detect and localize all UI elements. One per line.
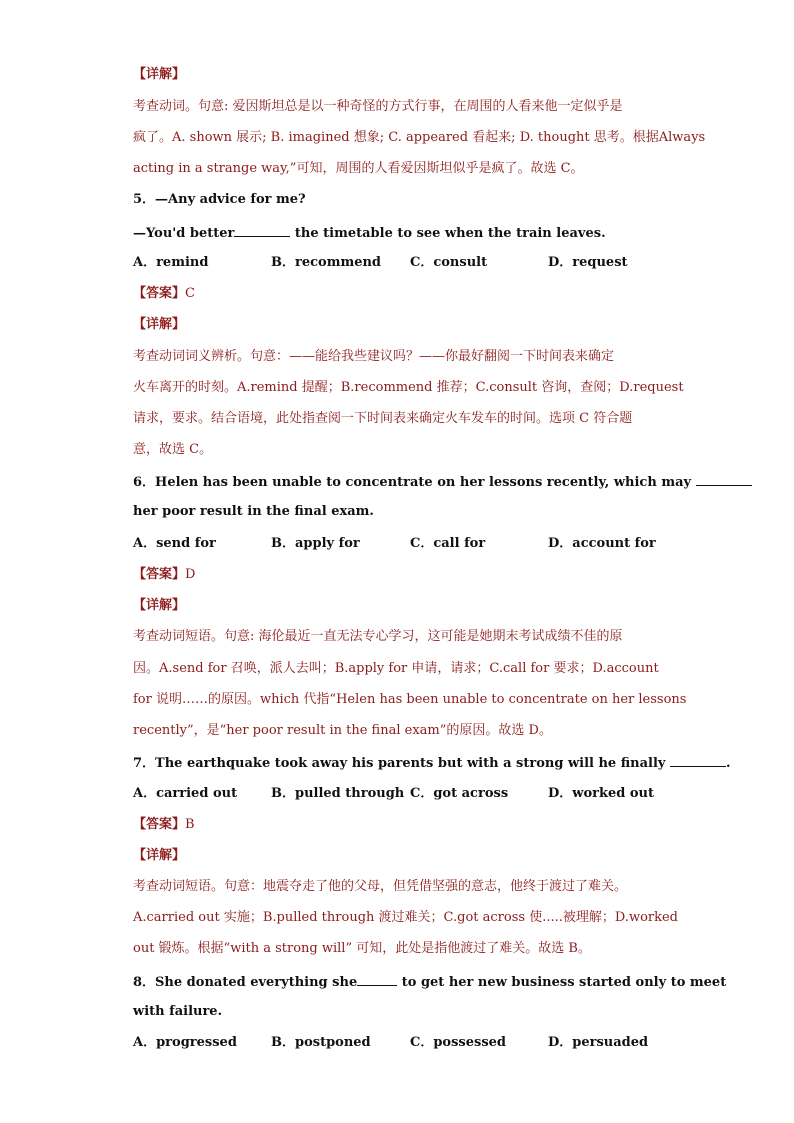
explanation-line: for 说明……的原因。which 代指“Helen has been unable to concentrate on her lessons	[133, 692, 687, 707]
option-c: C．possessed	[410, 1035, 507, 1050]
xiangjie-heading: 【详解】	[133, 317, 186, 332]
question-stem	[133, 472, 752, 492]
answer-label: 【答案】	[133, 567, 186, 582]
explanation-line: out 锻炼。根据“with a strong will” 可知，此处是指他渡过了难关。故选 B。	[133, 941, 591, 956]
question-stem: 5．—Any advice for me?	[133, 192, 306, 207]
question-stem	[133, 972, 726, 992]
explanation-line: 火车离开的时刻。A.remind 提醒；B.recommend 推荐；C.consult 咨询，查阅；D.request	[133, 380, 684, 395]
stem-text: the timetable to see when the train leaves.	[290, 226, 606, 241]
option-b: B．postponed	[271, 1035, 371, 1050]
explanation-line: A.carried out 实施；B.pulled through 渡过难关；C.got across 使.....被理解；D.worked	[133, 910, 679, 925]
question-stem: with failure.	[133, 1004, 223, 1019]
option-b: B．recommend	[271, 255, 382, 270]
answer-value: C	[185, 286, 195, 301]
explanation-line: 考查动词。句意: 爱因斯坦总是以一种奇怪的方式行事，在周围的人看来他一定似乎是	[133, 99, 623, 114]
answer-blank	[670, 753, 726, 767]
option-c: C．call for	[410, 536, 486, 551]
answer-line	[133, 566, 195, 584]
stem-text: 7．The earthquake took away his parents but with a strong will he finally	[133, 756, 671, 771]
answer-value: D	[185, 567, 196, 582]
option-d: D．persuaded	[548, 1035, 649, 1050]
stem-text: 6．Helen has been unable to concentrate on her lessons recently, which may	[133, 475, 696, 490]
option-c: C．got across	[410, 786, 509, 801]
xiangjie-heading: 【详解】	[133, 67, 186, 82]
explanation-line: acting in a strange way,”可知，周围的人看爱因斯坦似乎是疯了。故选 C。	[133, 161, 584, 176]
stem-text: 8．She donated everything she	[133, 975, 358, 990]
option-d: D．request	[548, 255, 628, 270]
explanation-line: 考查动词词义辨析。句意：——能给我些建议吗？——你最好翻阅一下时间表来确定	[133, 349, 615, 364]
option-a: A．progressed	[133, 1035, 237, 1050]
option-a: A．remind	[133, 255, 209, 270]
xiangjie-heading: 【详解】	[133, 598, 186, 613]
answer-label: 【答案】	[133, 286, 186, 301]
answer-line	[133, 285, 195, 303]
option-c: C．consult	[410, 255, 488, 270]
option-d: D．account for	[548, 536, 656, 551]
explanation-line: recently”，是“her poor result in the final exam”的原因。故选 D。	[133, 723, 552, 738]
question-stem: her poor result in the final exam.	[133, 504, 374, 519]
option-b: B．apply for	[271, 536, 360, 551]
explanation-line: 因。A.send for 召唤，派人去叫；B.apply for 申请，请求；C.call for 要求；D.account	[133, 661, 659, 676]
answer-line	[133, 816, 195, 834]
explanation-line: 考查动词短语。句意: 海伦最近一直无法专心学习，这可能是她期末考试成绩不佳的原	[133, 629, 623, 644]
question-stem	[133, 223, 606, 243]
explanation-line: 考查动词短语。句意：地震夺走了他的父母，但凭借坚强的意志，他终于渡过了难关。	[133, 879, 628, 894]
explanation-line: 请求，要求。结合语境，此处指查阅一下时间表来确定火车发车的时间。选项 C 符合题	[133, 411, 633, 426]
explanation-line: 意，故选 C。	[133, 442, 213, 457]
explanation-line: 疯了。A. shown 展示; B. imagined 想象; C. appeared 看起来; D. thought 思考。根据Always	[133, 130, 706, 145]
answer-blank	[357, 972, 397, 986]
answer-blank	[696, 472, 752, 486]
option-b: B．pulled through	[271, 786, 405, 801]
option-d: D．worked out	[548, 786, 655, 801]
stem-text: —You'd better	[133, 226, 235, 241]
question-stem	[133, 753, 731, 773]
xiangjie-heading: 【详解】	[133, 848, 186, 863]
stem-text: to get her new business started only to meet	[397, 975, 727, 990]
option-a: A．send for	[133, 536, 216, 551]
answer-blank	[234, 223, 290, 237]
answer-label: 【答案】	[133, 817, 186, 832]
stem-text: .	[726, 756, 731, 771]
answer-value: B	[185, 817, 195, 832]
option-a: A．carried out	[133, 786, 238, 801]
